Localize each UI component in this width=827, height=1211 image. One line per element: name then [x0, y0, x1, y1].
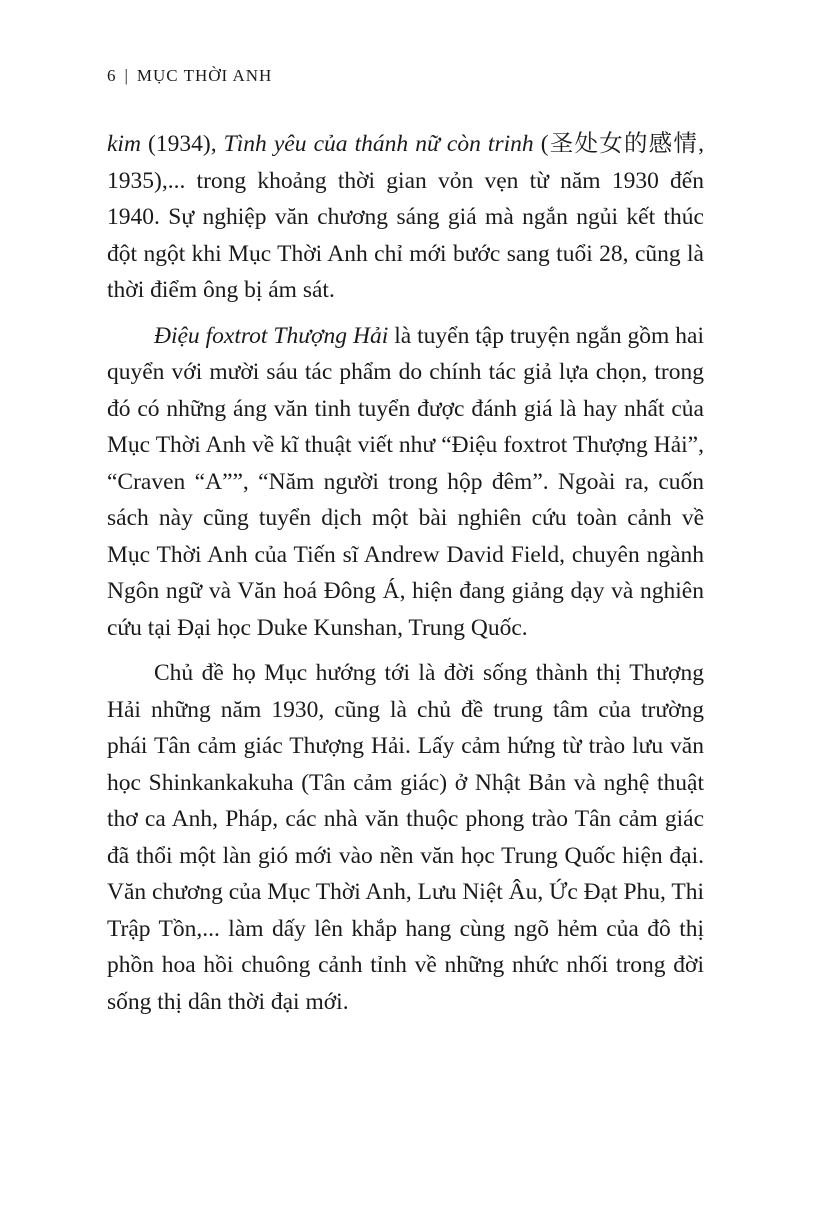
paragraph — [107, 318, 704, 647]
work-title: Tình yêu của thánh nữ còn trinh — [223, 131, 534, 157]
paragraph-text: (1934), — [140, 131, 224, 157]
paragraph — [107, 655, 704, 1020]
work-title: kim — [107, 131, 141, 157]
paragraph-text: là tuyển tập truyện ngắn gồm hai quyển với mười sáu tác phẩm do chính tác giả lựa chọn, trong đó có những áng văn tinh tuyển được đánh giá là hay nhất của Mục Thời Anh về kĩ thuật viết như “Điệu foxtrot Thượng Hải”, “Craven “A””, “Năm người trong hộp đêm”. Ngoài ra, cuốn sách này cũng tuyển dịch một bài nghiên cứu toàn cảnh về Mục Thời Anh của Tiến sĩ Andrew David Field, chuyên ngành Ngôn ngữ và Văn hoá Đông Á, hiện đang giảng dạy và nghiên cứu tại Đại học Duke Kunshan, Trung Quốc. — [107, 322, 704, 641]
running-header — [107, 64, 272, 88]
paragraph-text: Chủ đề họ Mục hướng tới là đời sống thành thị Thượng Hải những năm 1930, cũng là chủ đề trung tâm của trường phái Tân cảm giác Thượng Hải. Lấy cảm hứng từ trào lưu văn học Shinkankakuha (Tân cảm giác) ở Nhật Bản và nghệ thuật thơ ca Anh, Pháp, các nhà văn thuộc phong trào Tân cảm giác đã thổi một làn gió mới vào nền văn học Trung Quốc hiện đại. Văn chương của Mục Thời Anh, Lưu Niệt Âu, Ức Đạt Phu, Thi Trập Tồn,... làm dấy lên khắp hang cùng ngõ hẻm của đô thị phồn hoa hồi chuông cảnh tỉnh về những nhức nhối trong đời sống thị dân thời đại mới. — [107, 660, 705, 1015]
paragraph-text: (圣处女的感情, 1935),... trong khoảng thời gian vỏn vẹn từ năm 1930 đến 1940. Sự nghiệp văn chương sáng giá mà ngắn ngủi kết thúc đột ngột khi Mục Thời Anh chỉ mới bước sang tuổi 28, cũng là thời điểm ông bị ám sát. — [107, 131, 705, 303]
running-title: MỤC THỜI ANH — [136, 66, 273, 85]
paragraph-continuation — [107, 126, 704, 309]
header-separator: | — [124, 66, 129, 85]
page-number: 6 — [107, 66, 117, 85]
body-text — [107, 126, 704, 1020]
book-title: Điệu foxtrot Thượng Hải — [154, 322, 389, 349]
